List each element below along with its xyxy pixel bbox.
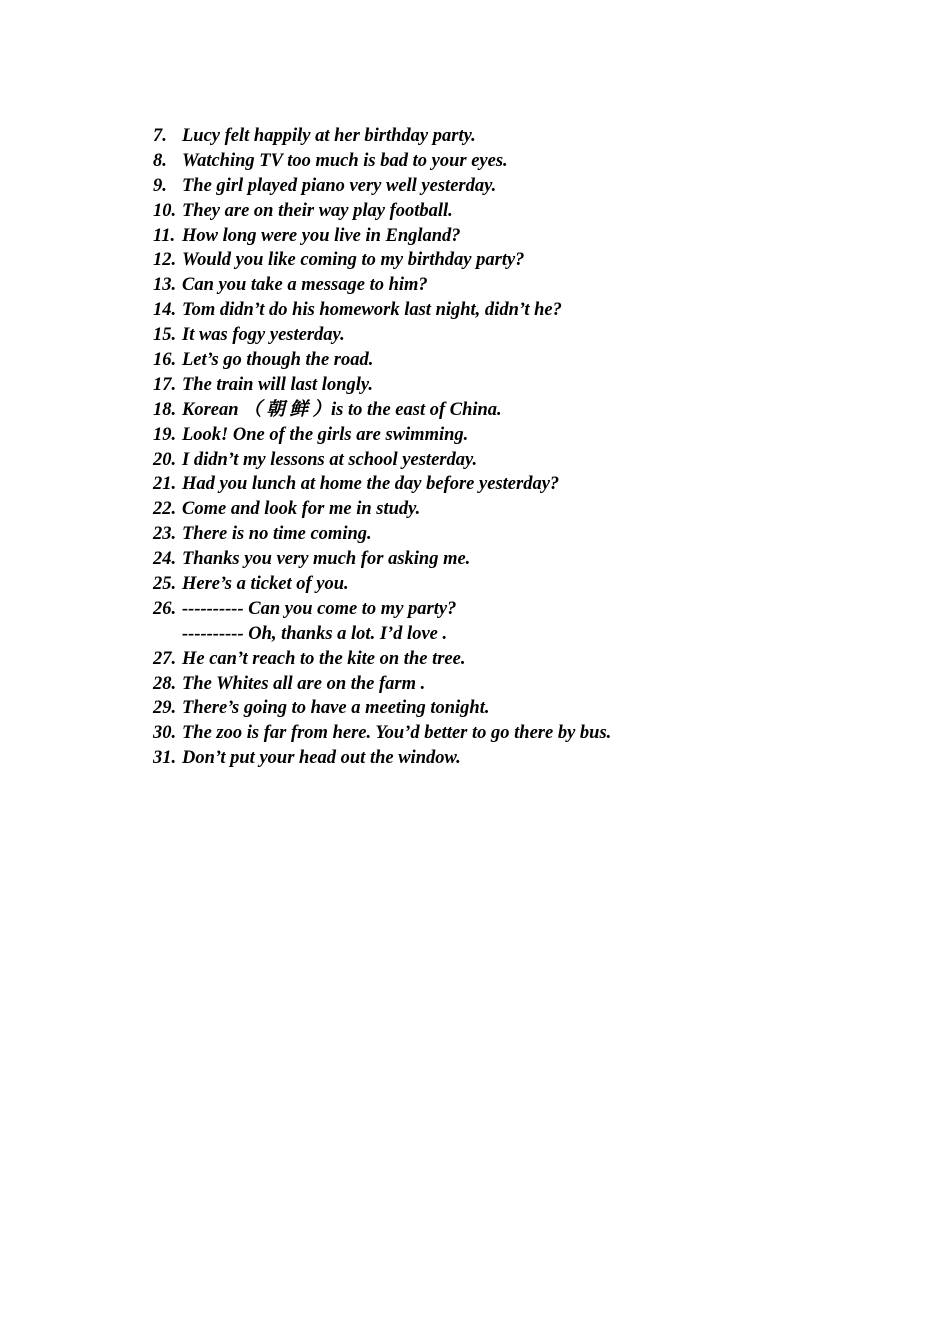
item-text: Thanks you very much for asking me.: [182, 549, 471, 570]
list-item: [153, 323, 853, 348]
item-text: The girl played piano very well yesterday.: [182, 175, 497, 196]
item-number: 9.: [153, 175, 167, 196]
item-text: The Whites all are on the farm .: [182, 673, 426, 694]
list-item: [153, 248, 853, 273]
list-item: [153, 696, 853, 721]
list-item: [153, 398, 853, 423]
item-text: I didn’t my lessons at school yesterday.: [182, 449, 478, 470]
list-item: [153, 149, 853, 174]
item-number: 21.: [153, 474, 177, 495]
item-number: 19.: [153, 424, 177, 445]
item-number: 7.: [153, 126, 167, 146]
list-item: [153, 423, 853, 448]
item-number: 31.: [153, 748, 177, 769]
list-item: [153, 298, 853, 323]
item-text: The train will last longly.: [182, 374, 374, 395]
list-item: [153, 373, 853, 398]
list-item-continuation: [153, 622, 853, 647]
item-text: ---------- Oh, thanks a lot. I’d love .: [182, 623, 448, 644]
item-number: 28.: [153, 673, 177, 694]
list-item: [153, 348, 853, 373]
item-text: Can you take a message to him?: [182, 275, 428, 296]
item-text: Had you lunch at home the day before yesterday?: [182, 474, 560, 495]
list-item: [153, 672, 853, 697]
item-text: Look! One of the girls are swimming.: [182, 424, 469, 445]
list-item: [153, 273, 853, 298]
item-number: 29.: [153, 698, 177, 719]
list-item: [153, 224, 853, 249]
list-item: [153, 124, 853, 149]
item-text: He can’t reach to the kite on the tree.: [182, 648, 466, 669]
item-text: Here’s a ticket of you.: [182, 574, 349, 595]
item-text: It was fogy yesterday.: [182, 325, 345, 346]
item-number: 20.: [153, 449, 177, 470]
item-text: Lucy felt happily at her birthday party.: [182, 126, 476, 146]
list-item: [153, 597, 853, 622]
item-text: They are on their way play football.: [182, 200, 453, 221]
item-number: 16.: [153, 350, 177, 371]
item-number: 12.: [153, 250, 177, 271]
list-item: [153, 721, 853, 746]
item-text: Don’t put your head out the window.: [182, 748, 461, 769]
list-item: [153, 746, 853, 771]
item-text: Would you like coming to my birthday party?: [182, 250, 525, 271]
item-text: ---------- Can you come to my party?: [182, 598, 457, 619]
item-number: 27.: [153, 648, 177, 669]
item-text: The zoo is far from here. You’d better to go there by bus.: [182, 723, 612, 744]
item-number: 13.: [153, 275, 177, 296]
item-text: Tom didn’t do his homework last night, didn’t he?: [182, 300, 562, 321]
item-text: Come and look for me in study.: [182, 499, 421, 520]
item-number: 22.: [153, 499, 177, 520]
item-text: How long were you live in England?: [182, 225, 461, 246]
list-item: [153, 472, 853, 497]
list-item: [153, 199, 853, 224]
item-number: 14.: [153, 300, 177, 321]
list-item: [153, 647, 853, 672]
list-item: [153, 547, 853, 572]
item-text: There is no time coming.: [182, 524, 372, 545]
item-number: 26.: [153, 598, 177, 619]
item-number: 24.: [153, 549, 177, 570]
item-text: Korean （ 朝 鲜 ）is to the east of China.: [182, 399, 502, 420]
item-number: 25.: [153, 574, 177, 595]
list-item: [153, 174, 853, 199]
list-item: [153, 497, 853, 522]
list-item: [153, 572, 853, 597]
exercise-list: [153, 124, 853, 771]
item-number: 17.: [153, 374, 177, 395]
item-number: 23.: [153, 524, 177, 545]
item-number: 11.: [153, 225, 176, 246]
item-number: 8.: [153, 150, 167, 171]
item-number: 10.: [153, 200, 177, 221]
list-item: [153, 522, 853, 547]
item-number: 30.: [153, 723, 177, 744]
item-text: Watching TV too much is bad to your eyes.: [182, 150, 508, 171]
item-number: 18.: [153, 399, 177, 420]
item-text: There’s going to have a meeting tonight.: [182, 698, 490, 719]
list-item: [153, 448, 853, 473]
item-text: Let’s go though the road.: [182, 350, 374, 371]
item-number: 15.: [153, 325, 177, 346]
